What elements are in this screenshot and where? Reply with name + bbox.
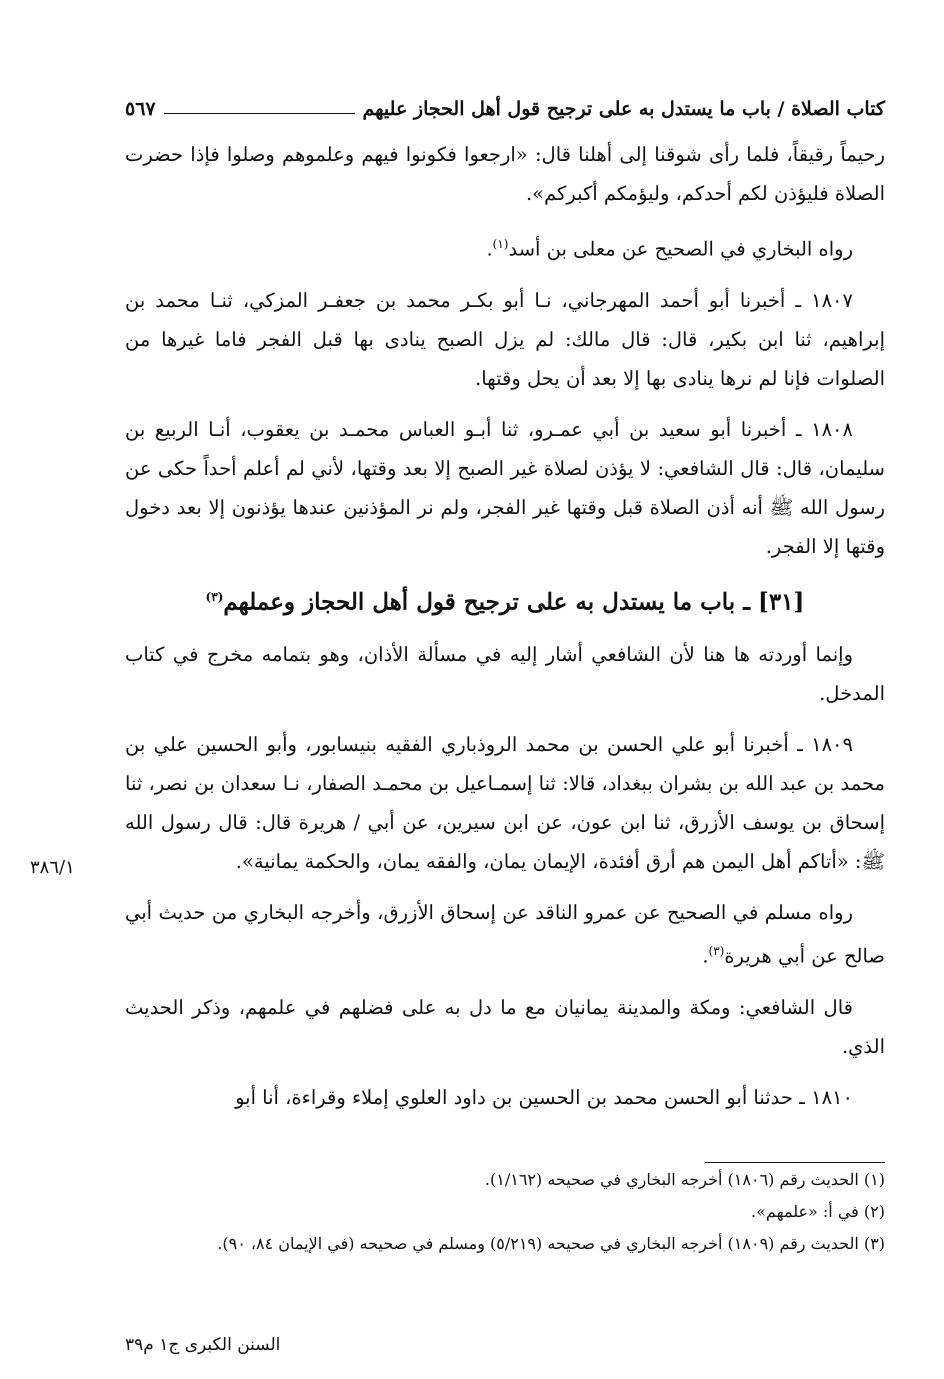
paragraph: وإنما أوردته ها هنا لأن الشافعي أشار إليه في مسألة الأذان، وهو بتمامه مخرج في كتاب المدخل. [125,643,885,706]
paragraph-end: . [702,944,709,968]
footnote-ref: (٣) [708,944,725,959]
page-header [125,86,885,120]
footnotes [125,1162,885,1260]
paragraph: قال الشافعي: ومكة والمدينة يمانيان مع ما دل به على فضلهم في علمهم، وذكر الحديث الذي. [125,995,885,1058]
margin-note: ٣٨٦/١ [30,857,75,878]
footnote-ref: (٣) [205,589,224,604]
footnote: (٢) في أ: «علمهم». [751,1202,885,1221]
paragraph-text: رواه مسلم في الصحيح عن عمرو الناقد عن إسحاق الأزرق، وأخرجه البخاري من حديث أبي صالح عن أبي هريرة [125,901,885,968]
paragraph-end: . [486,237,493,261]
header-rule [164,113,355,114]
hadith-1810: ١٨١٠ ـ حدثنا أبو الحسن محمد بن الحسين بن داود العلوي إملاء وقراءة، أنا أبو [235,1085,853,1109]
page-number: ٥٦٧ [125,98,156,120]
hadith-1807: ١٨٠٧ ـ أخبرنا أبو أحمد المهرجاني، نـا أبو بكـر محمد بن جعفـر المزكي، ثنـا محمد بن إبراهيم، ثنا ابن بكير، قال: قال مالك: لم يزل الصبح ينادى بها قبل الفجر فاما غيرها من الصلوات فإنا لم نرها ينادى بها إلا بعد أن يحل وقتها. [125,288,885,390]
footnote: (١) الحديث رقم (١٨٠٦) أخرجه البخاري في صحيحه (١/١٦٢). [484,1170,885,1189]
chapter-heading [125,578,885,622]
paragraph [125,893,885,976]
paragraph: رحيماً رقيقاً، فلما رأى شوقنا إلى أهلنا قال: «ارجعوا فكونوا فيهم وعلموهم وصلوا فإذا حضرت الصلاة فليؤذن لكم أحدكم، وليؤمكم أكبركم». [125,143,885,205]
footnote-separator [705,1162,885,1163]
paragraph [125,225,885,269]
hadith-1809: ١٨٠٩ ـ أخبرنا أبو علي الحسن بن محمد الروذباري الفقيه بنيسابور، وأبو الحسين علي بن محمد بن عبد الله بن بشران ببغداد، قالا: ثنا إسمـاعيل بن محمـد الصفار، نـا سعدان بن نصر، ثنا إسحاق بن يوسف الأزرق، ثنا ابن عون، عن ابن سيرين، عن أبي / هريرة قال: قال رسول الله ﷺ: «أتاكم أهل اليمن هم أرق أفئدة، الإيمان يمان، والفقه يمان، والحكمة يمانية». [125,733,885,874]
main-text [125,135,885,1129]
hadith-1808: ١٨٠٨ ـ أخبرنا أبو سعيد بن أبي عمـرو، ثنا أبـو العباس محمـد بن يعقوب، أنـا الربيع بن سليمان، قال: قال الشافعي: لا يؤذن لصلاة غير الصبح إلا بعد وقتها، لأني لم أعلم أحداً حكى عن رسول الله ﷺ أنه أذن الصلاة قبل وقتها غير الفجر، ولم نر المؤذنين عندها يؤذنون إلا بعد دخول وقتها إلا الفجر. [125,417,885,558]
paragraph-text: رواه البخاري في الصحيح عن معلى بن أسد [508,237,853,261]
footnote: (٣) الحديث رقم (١٨٠٩) أخرجه البخاري في صحيحه (٥/٢١٩) ومسلم في صحيحه (في الإيمان ٨٤، ٩٠). [217,1234,885,1253]
chapter-title: [٣١] ـ باب ما يستدل به على ترجيح قول أهل الحجاز وعملهم [223,588,805,616]
footnote-ref: (١) [492,237,509,251]
running-title: كتاب الصلاة / باب ما يستدل به على ترجيح قول أهل الحجاز عليهم [362,98,885,120]
page-footer: السنن الكبرى ج١ م٣٩ [125,1335,281,1355]
